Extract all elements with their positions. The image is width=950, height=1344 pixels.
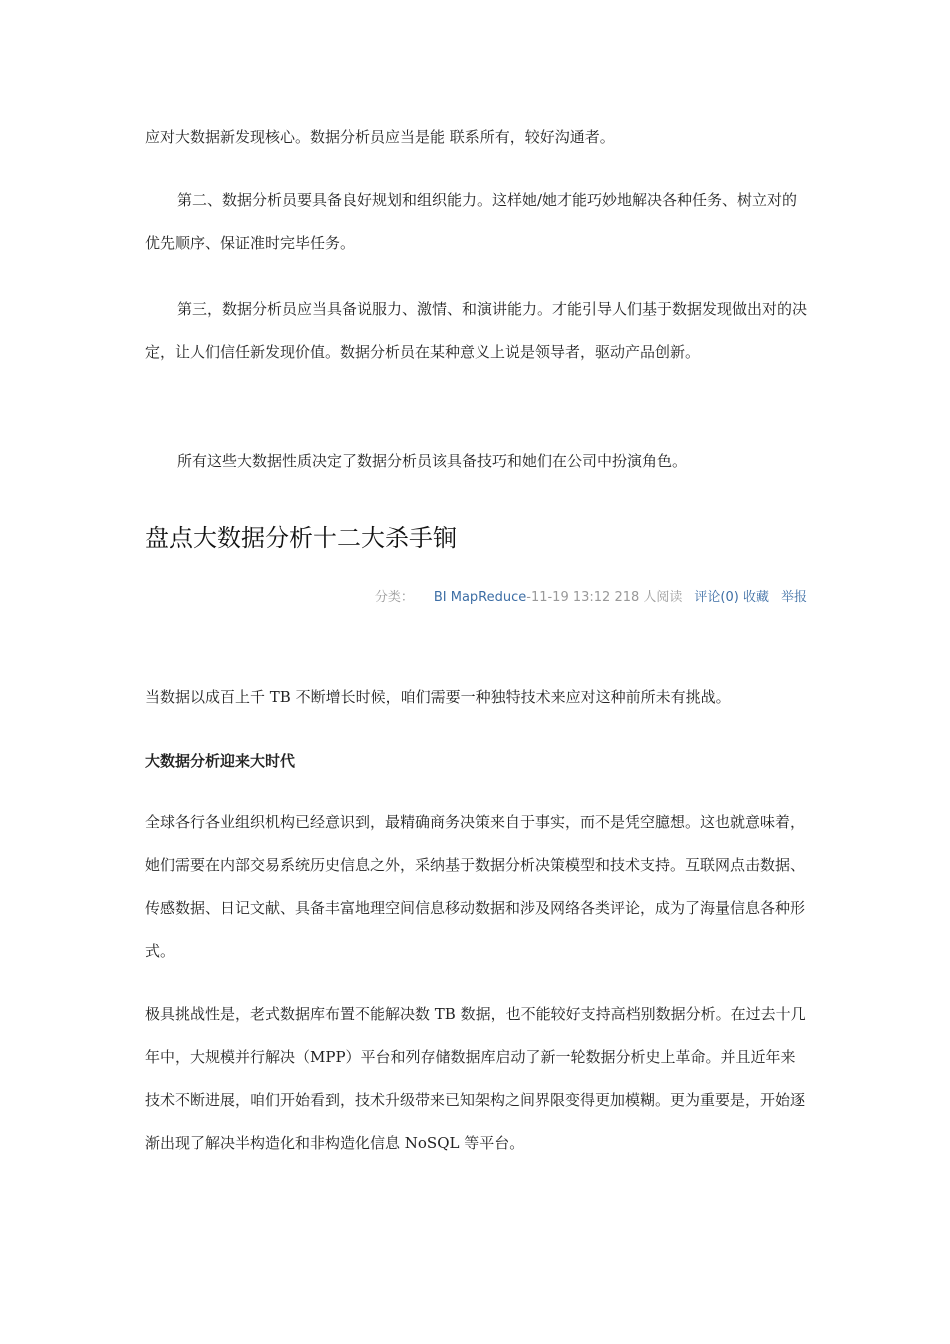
article-meta [375,587,807,609]
comment-link[interactable]: 评论(0) [694,590,739,605]
article-title: 盘点大数据分析十二大杀手锏 [145,524,457,552]
paragraph-core-discovery: 应对大数据新发现核心。数据分析员应当是能 联系所有，较好沟通者。 [145,128,615,146]
section-heading: 大数据分析迎来大时代 [145,752,296,770]
post-datetime: -11-19 13:12 [526,590,611,605]
paragraph-summary: 所有这些大数据性质决定了数据分析员该具备技巧和她们在公司中扮演角色。 [177,452,688,470]
favorite-link[interactable]: 收藏 [742,590,769,605]
paragraph-challenge: 极具挑战性是，老式数据库布置不能解决数 TB 数据，也不能较好支持高档别数据分析。在过去十几年中，大规模并行解决（MPP）平台和列存储数据库启动了新一轮数据分析史上革命。并且近年来技术不断进展，咱们开始看到，技术升级带来已知架构之间界限变得更加模糊。更为重要是，开始逐渐出现了解决半构造化和非构造化信息 NoSQL 等平台。 [145,1005,806,1152]
paragraph-persuasion-skills: 第三，数据分析员应当具备说服力、激情、和演讲能力。才能引导人们基于数据发现做出对的决定，让人们信任新发现价值。数据分析员在某种意义上说是领导者，驱动产品创新。 [145,300,808,361]
category-label: 分类： [374,590,414,605]
paragraph-decision-making: 全球各行各业组织机构已经意识到，最精确商务决策来自于事实，而不是凭空臆想。这也就意味着，她们需要在内部交易系统历史信息之外，采纳基于数据分析决策模型和技术支持。互联网点击数据、传感数据、日记文献、具备丰富地理空间信息移动数据和涉及网络各类评论，成为了海量信息各种形式。 [145,813,806,960]
paragraph-planning-skills: 第二、数据分析员要具备良好规划和组织能力。这样她/她才能巧妙地解决各种任务、树立对的优先顺序、保证准时完毕任务。 [145,191,798,252]
article-intro: 当数据以成百上千 TB 不断增长时候，咱们需要一种独特技术来应对这种前所未有挑战。 [145,688,731,706]
report-link[interactable]: 举报 [780,590,807,605]
read-count: 218 人阅读 [614,590,683,605]
category-link[interactable]: BI MapReduce [433,590,527,605]
